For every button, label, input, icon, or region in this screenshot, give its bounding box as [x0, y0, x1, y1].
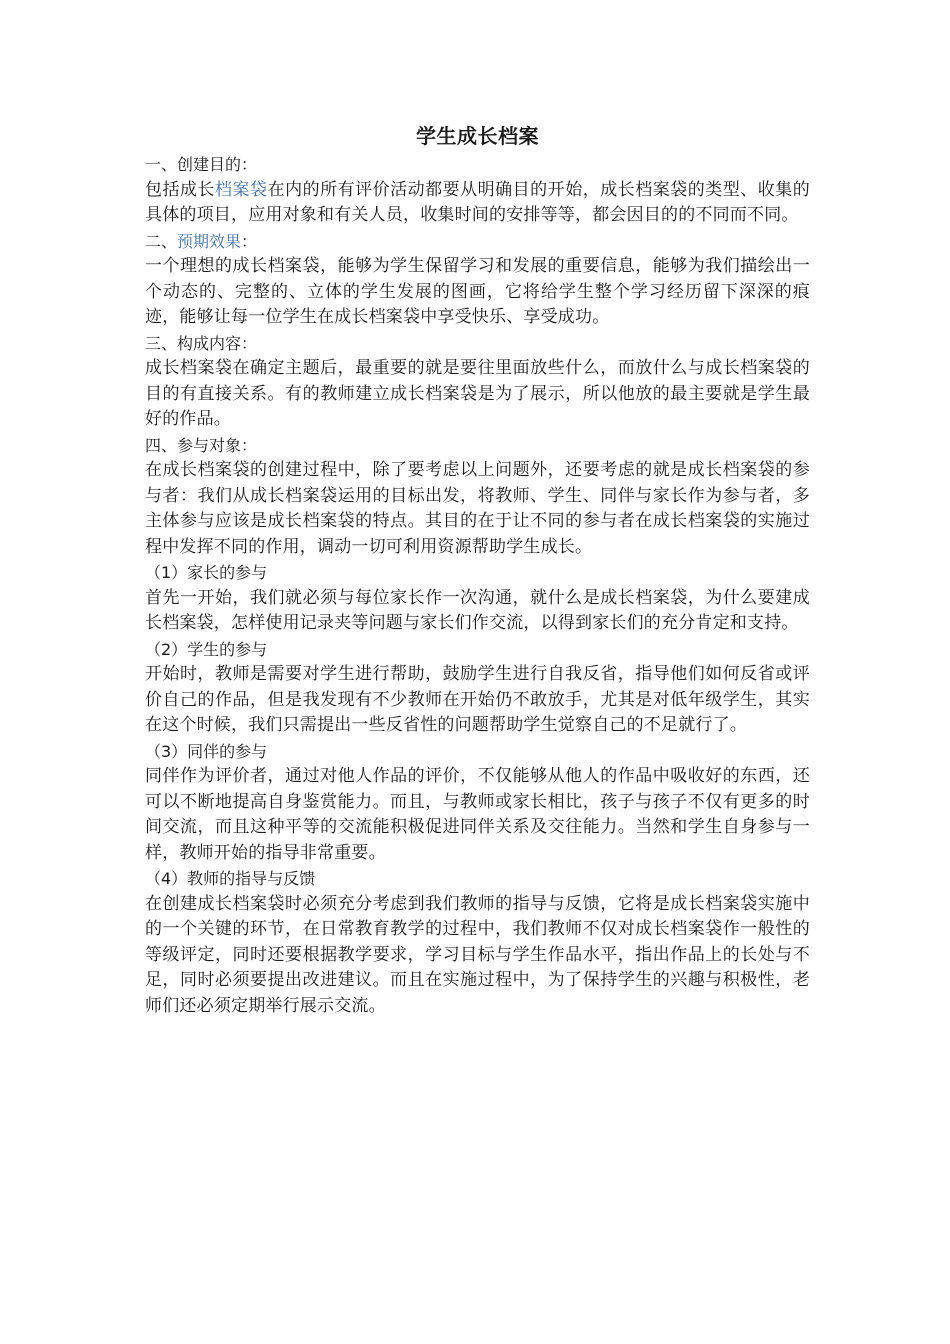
subsection-heading-parents: （1）家长的参与 — [145, 563, 268, 582]
section-body-purpose — [145, 178, 810, 229]
section-heading-purpose: 一、创建目的： — [145, 155, 258, 174]
subsection-body-peers: 同伴作为评价者，通过对他人作品的评价，不仅能够从他人的作品中吸收好的东西，还可以不断地提高自身鉴赏能力。而且，与教师或家长相比，孩子与孩子不仅有更多的时间交流，而且这种平等的交流能积极促进同伴关系及交往能力。当然和学生自身参与一样，教师开始的指导非常重要。 — [145, 766, 810, 863]
section-body-participants: 在成长档案袋的创建过程中，除了要考虑以上问题外，还要考虑的就是成长档案袋的参与者：我们从成长档案袋运用的目标出发，将教师、学生、同伴与家长作为参与者，多主体参与应该是成长档案袋的特点。其目的在于让不同的参与者在成长档案袋的实施过程中发挥不同的作用，调动一切可利用资源帮助学生成长。 — [145, 460, 810, 557]
section-heading-participants: 四、参与对象： — [145, 435, 258, 455]
body-text: 在内的所有评价活动都要从明确目的开始，成长档案袋的类型、收集的具体的项目，应用对象和有关人员，收集时间的安排等等，都会因目的的不同而不同。 — [145, 179, 810, 225]
subsection-body-students: 开始时，教师是需要对学生进行帮助，鼓励学生进行自我反省，指导他们如何反省或评价自己的作品，但是我发现有不少教师在开始仍不敢放手，尤其是对低年级学生，其实在这个时候，我们只需提出一些反省性的问题帮助学生觉察自己的不足就行了。 — [145, 664, 810, 735]
section-heading-contents: 三、构成内容： — [145, 333, 258, 353]
section-body-expected-effect: 一个理想的成长档案袋，能够为学生保留学习和发展的重要信息，能够为我们描绘出一个动态的、完整的、立体的学生发展的图画，它将给学生整个学习经历留下深深的痕迹，能够让每一位学生在成长档案袋中享受快乐、享受成功。 — [145, 256, 810, 327]
heading-suffix: ： — [241, 231, 258, 251]
body-text: 包括成长 — [145, 179, 216, 200]
subsection-heading-teacher: （4）教师的指导与反馈 — [145, 869, 316, 888]
expected-effect-link[interactable]: 预期效果 — [177, 231, 242, 251]
document-page — [145, 122, 810, 1019]
section-body-contents: 成长档案袋在确定主题后，最重要的就是要往里面放些什么，而放什么与成长档案袋的目的有直接关系。有的教师建立成长档案袋是为了展示，所以他放的最主要就是学生最好的作品。 — [145, 358, 810, 429]
subsection-body-parents: 首先一开始，我们就必须与每位家长作一次沟通，就什么是成长档案袋，为什么要建成长档案袋，怎样使用记录夹等问题与家长们作交流，以得到家长们的充分肯定和支持。 — [145, 587, 810, 633]
subsection-heading-peers: （3）同伴的参与 — [145, 741, 268, 761]
subsection-body-teacher: 在创建成长档案袋时必须充分考虑到我们教师的指导与反馈，它将是成长档案袋实施中的一个关键的环节，在日常教育教学的过程中，我们教师不仅对成长档案袋作一般性的等级评定，同时还要根据教学要求，学习目标与学生作品水平，指出作品上的长处与不足，同时必须要提出改进建议。而且在实施过程中，为了保持学生的兴趣与积极性，老师们还必须定期举行展示交流。 — [145, 893, 810, 1016]
heading-prefix: 二、 — [145, 231, 178, 251]
document-title: 学生成长档案 — [416, 124, 539, 148]
portfolio-link[interactable]: 档案袋 — [215, 179, 268, 200]
subsection-heading-students: （2）学生的参与 — [145, 639, 268, 659]
section-heading-expected-effect — [145, 229, 810, 255]
